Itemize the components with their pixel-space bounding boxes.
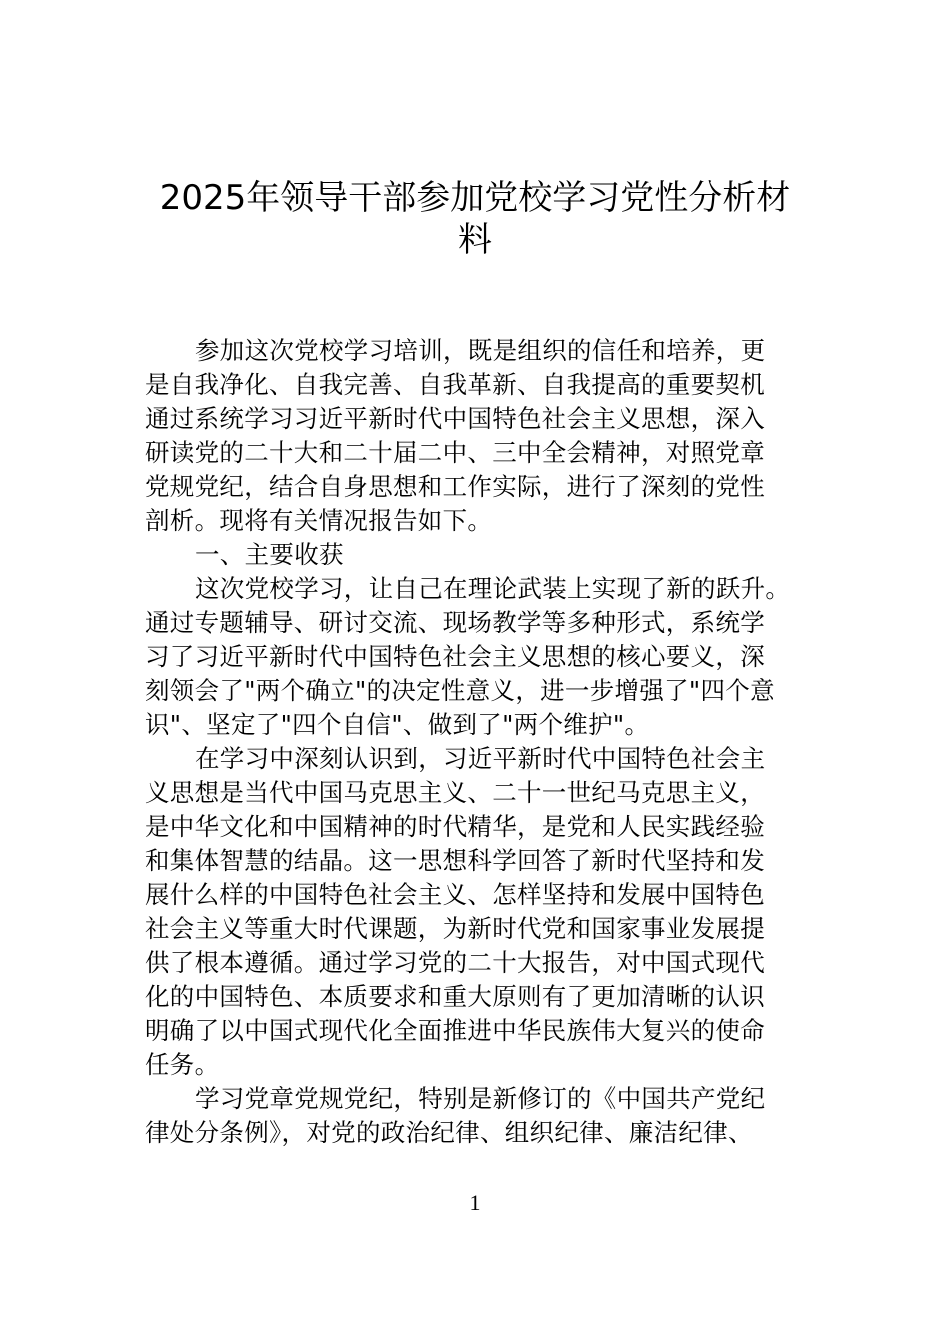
text-line: 一、主要收获 (195, 540, 344, 569)
text-line: 是自我净化、自我完善、自我革新、自我提高的重要契机 (145, 370, 765, 399)
text-line: 党规党纪，结合自身思想和工作实际，进行了深刻的党性 (145, 472, 765, 501)
text-line: 研读党的二十大和二十届二中、三中全会精神，对照党章 (145, 438, 765, 467)
text-line: 参加这次党校学习培训，既是组织的信任和培养，更 (195, 336, 766, 365)
text-line: 义思想是当代中国马克思主义、二十一世纪马克思主义， (145, 778, 765, 807)
text-line: 是中华文化和中国精神的时代精华，是党和人民实践经验 (145, 812, 765, 841)
document-title-line-1: 2025年领导干部参加党校学习党性分析材 (159, 178, 791, 218)
text-line: 习了习近平新时代中国特色社会主义思想的核心要义，深 (145, 642, 765, 671)
text-line: 通过系统学习习近平新时代中国特色社会主义思想，深入 (145, 404, 765, 433)
text-line: 学习党章党规党纪，特别是新修订的《中国共产党纪 (195, 1084, 766, 1113)
text-line: 展什么样的中国特色社会主义、怎样坚持和发展中国特色 (145, 880, 765, 909)
text-line: 和集体智慧的结晶。这一思想科学回答了新时代坚持和发 (145, 846, 765, 875)
text-line: 剖析。现将有关情况报告如下。 (145, 506, 493, 535)
document-title-line-2: 料 (458, 220, 492, 260)
text-line: 这次党校学习，让自己在理论武装上实现了新的跃升。 (195, 574, 791, 603)
text-line: 任务。 (145, 1050, 220, 1079)
text-line: 社会主义等重大时代课题，为新时代党和国家事业发展提 (145, 914, 765, 943)
text-line: 通过专题辅导、研讨交流、现场教学等多种形式，系统学 (145, 608, 765, 637)
text-line: 刻领会了"两个确立"的决定性意义，进一步增强了"四个意 (145, 676, 775, 705)
text-line: 供了根本遵循。通过学习党的二十大报告，对中国式现代 (145, 948, 765, 977)
text-line: 识"、坚定了"四个自信"、做到了"两个维护"。 (145, 710, 650, 739)
text-line: 化的中国特色、本质要求和重大原则有了更加清晰的认识 (145, 982, 765, 1011)
document-body (145, 334, 835, 1150)
text-line: 明确了以中国式现代化全面推进中华民族伟大复兴的使命 (145, 1016, 765, 1045)
page-number: 1 (469, 1190, 481, 1215)
text-line: 在学习中深刻认识到，习近平新时代中国特色社会主 (195, 744, 766, 773)
text-line: 律处分条例》，对党的政治纪律、组织纪律、廉洁纪律、 (145, 1118, 753, 1147)
